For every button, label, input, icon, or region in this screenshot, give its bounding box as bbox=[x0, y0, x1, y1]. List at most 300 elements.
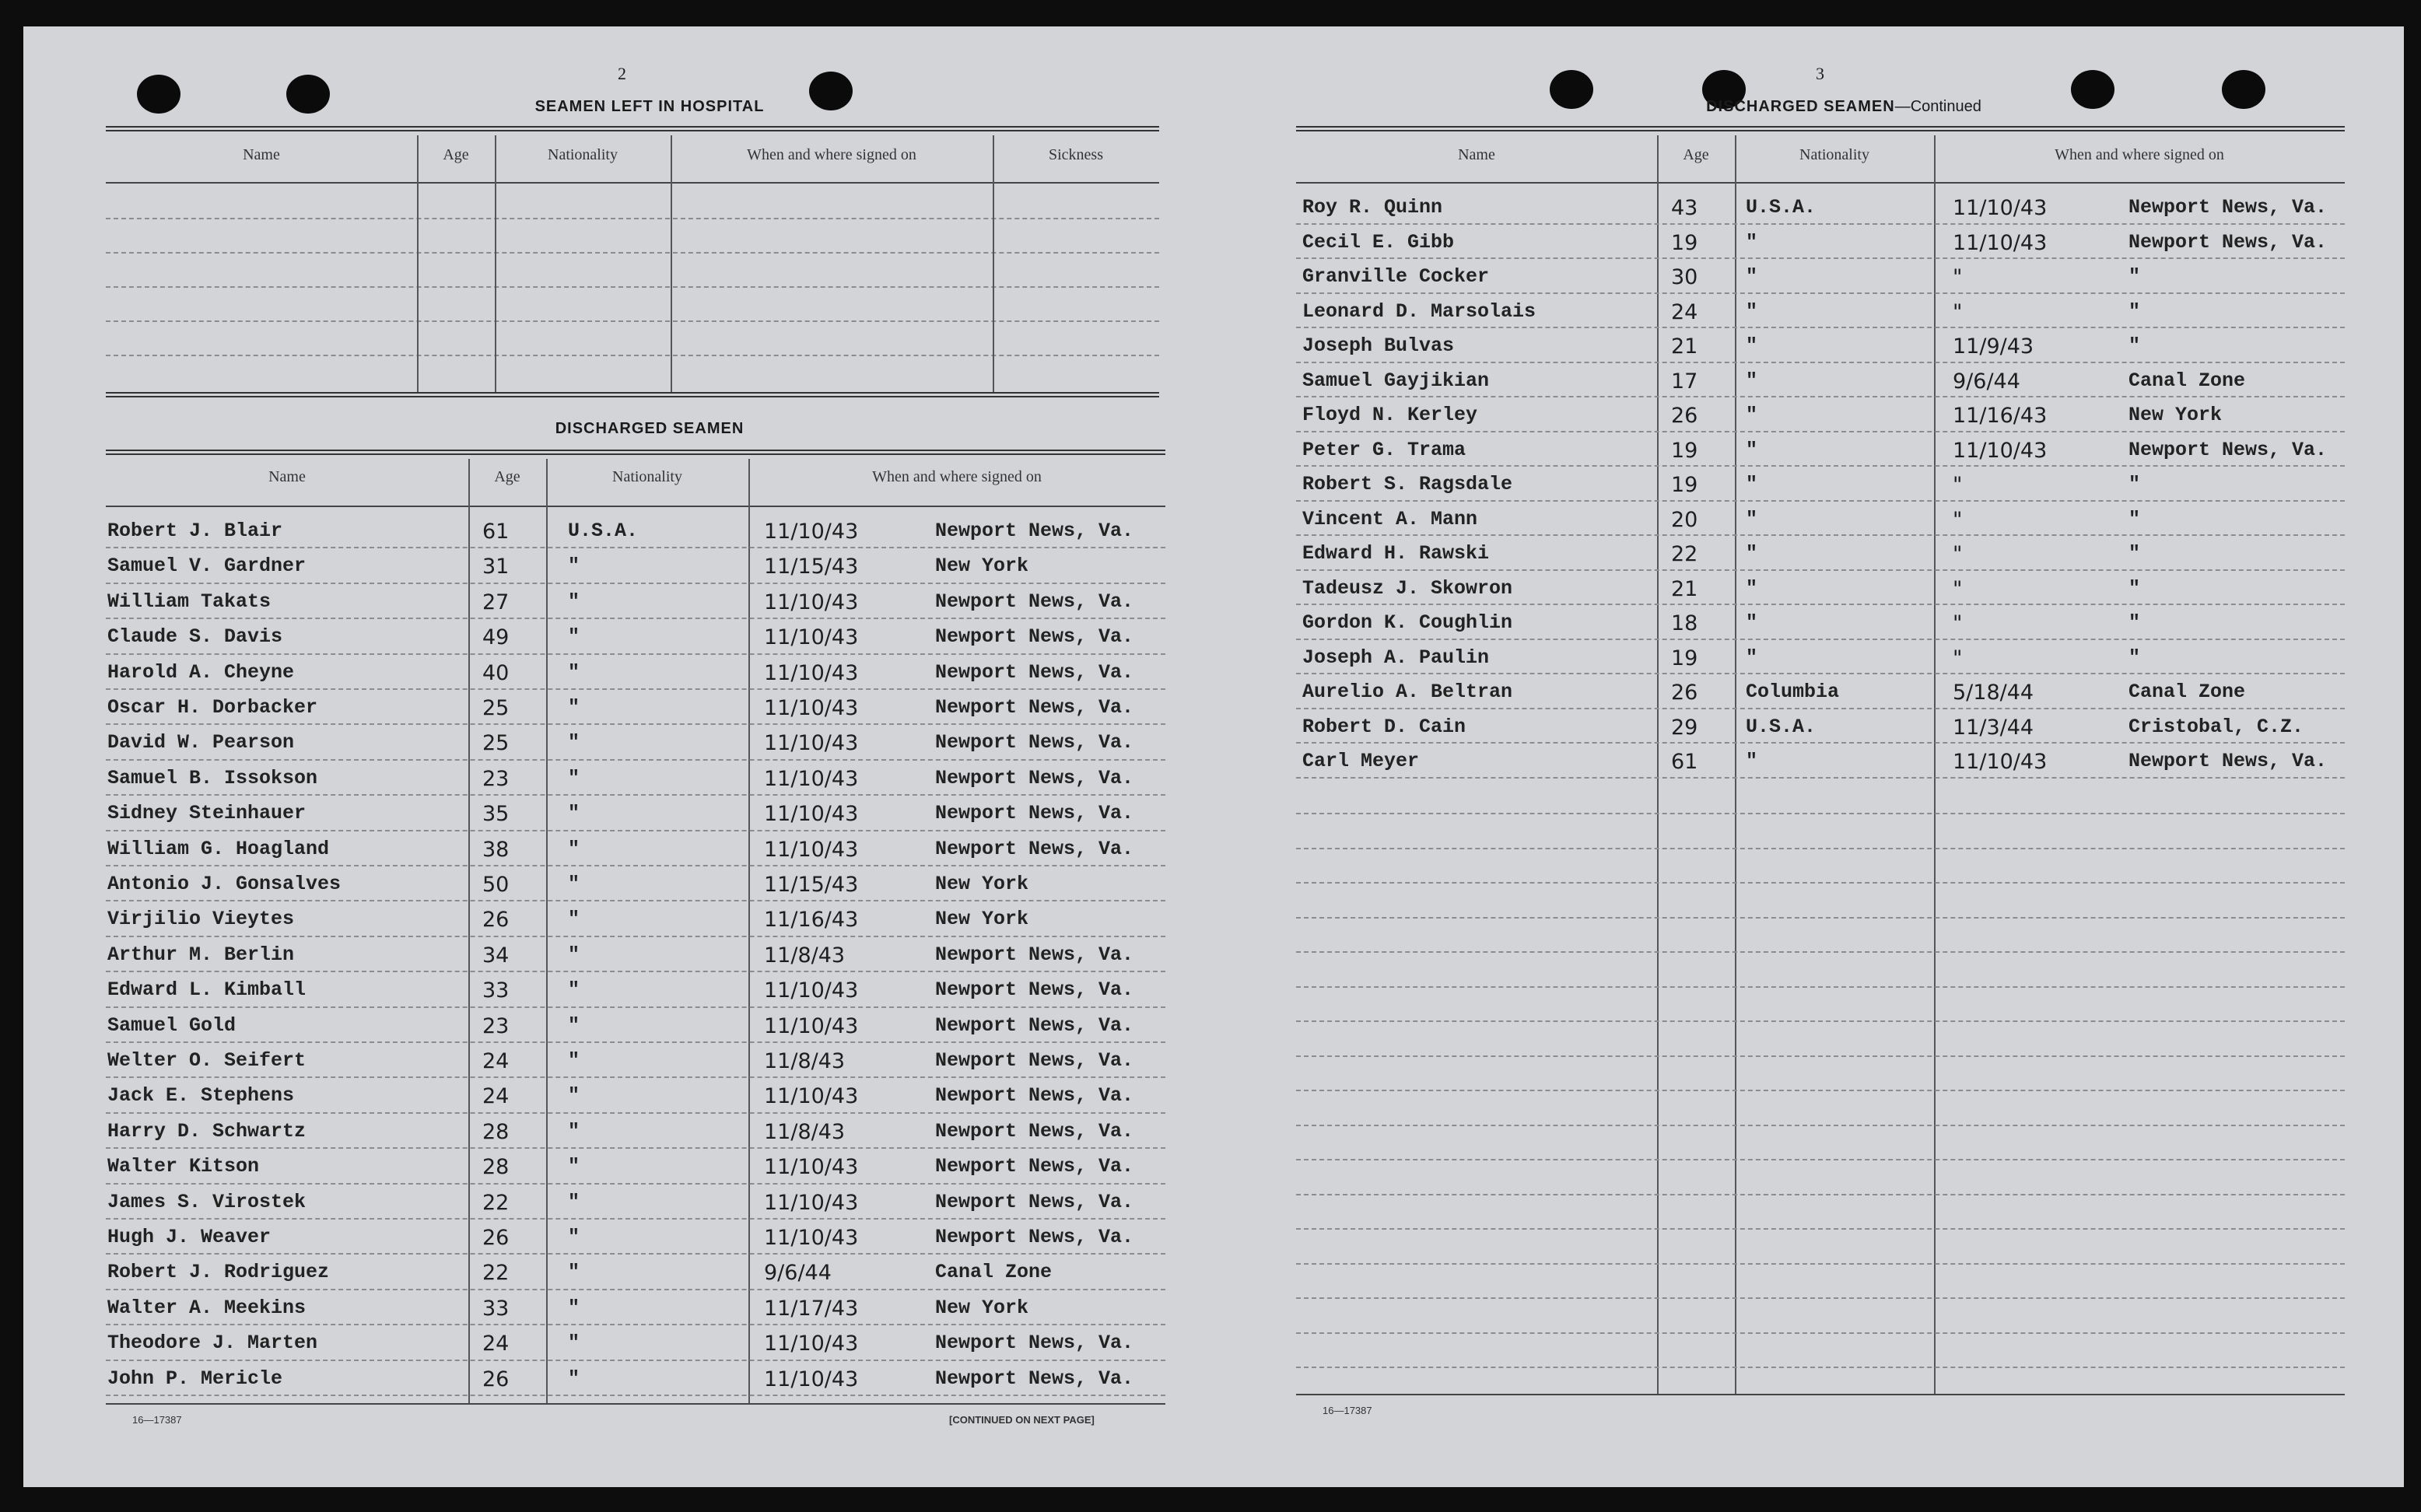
row-nationality: " bbox=[1746, 542, 1758, 565]
row-date: 11/10/43 bbox=[1953, 438, 2048, 463]
row-rule bbox=[1296, 604, 2345, 605]
right-header-signed-on: When and where signed on bbox=[2055, 146, 2224, 163]
right-bottom-rule bbox=[1296, 1394, 2345, 1395]
blank-row-rule bbox=[1296, 1055, 2345, 1057]
row-date: 11/10/43 bbox=[764, 1013, 859, 1038]
row-place: Newport News, Va. bbox=[935, 660, 1134, 684]
row-nationality: " bbox=[568, 1296, 580, 1319]
row-nationality: " bbox=[568, 837, 580, 860]
row-name: Edward L. Kimball bbox=[107, 978, 307, 1002]
discharged-top-rule bbox=[106, 450, 1165, 455]
hospital-header-nationality: Nationality bbox=[548, 146, 618, 163]
row-name: Carl Meyer bbox=[1302, 750, 1420, 772]
row-rule bbox=[106, 1218, 1165, 1220]
row-age: 19 bbox=[1671, 230, 1698, 255]
row-rule bbox=[106, 1076, 1165, 1078]
row-date: 11/10/43 bbox=[764, 520, 859, 544]
row-place: " bbox=[2128, 473, 2141, 495]
row-rule bbox=[1296, 292, 2345, 294]
row-place: Newport News, Va. bbox=[935, 1332, 1134, 1355]
row-date: 11/10/43 bbox=[764, 1367, 859, 1391]
row-nationality: " bbox=[1746, 299, 1758, 323]
row-name: William G. Hoagland bbox=[107, 837, 330, 860]
row-date: 11/8/43 bbox=[764, 943, 846, 968]
right-top-rule bbox=[1296, 126, 2345, 131]
row-age: 35 bbox=[482, 802, 510, 827]
row-date: 11/15/43 bbox=[764, 873, 859, 897]
row-name: Samuel Gayjikian bbox=[1302, 369, 1490, 392]
row-name: Welter O. Seifert bbox=[107, 1049, 307, 1072]
row-rule bbox=[106, 1112, 1165, 1114]
row-rule bbox=[106, 1006, 1165, 1008]
blank-row-rule bbox=[1296, 1159, 2345, 1160]
row-rule bbox=[1296, 569, 2345, 571]
row-age: 43 bbox=[1671, 196, 1698, 220]
row-age: 24 bbox=[1671, 299, 1698, 324]
row-place: " bbox=[2128, 265, 2141, 288]
row-nationality: " bbox=[1746, 507, 1758, 530]
discharged-header-age: Age bbox=[494, 468, 520, 485]
row-place: Newport News, Va. bbox=[935, 1013, 1134, 1037]
row-name: Virjilio Vieytes bbox=[107, 908, 295, 931]
row-date: 11/10/43 bbox=[764, 802, 859, 827]
row-nationality: " bbox=[568, 978, 580, 1002]
hospital-header-name: Name bbox=[243, 146, 280, 163]
row-rule bbox=[1296, 362, 2345, 363]
row-rule bbox=[106, 618, 1165, 619]
row-place: Newport News, Va. bbox=[935, 1190, 1134, 1213]
hospital-top-rule bbox=[106, 126, 1159, 131]
row-name: Joseph Bulvas bbox=[1302, 334, 1455, 357]
row-date: 11/8/43 bbox=[764, 1049, 846, 1073]
row-nationality: " bbox=[568, 1155, 580, 1178]
row-date: 9/6/44 bbox=[764, 1261, 832, 1286]
row-date: 11/10/43 bbox=[1953, 750, 2048, 774]
row-nationality: " bbox=[1746, 404, 1758, 426]
row-name: Walter Kitson bbox=[107, 1155, 260, 1178]
row-nationality: " bbox=[1746, 750, 1758, 772]
row-rule bbox=[106, 547, 1165, 548]
row-name: Leonard D. Marsolais bbox=[1302, 299, 1536, 323]
row-rule bbox=[1296, 223, 2345, 225]
right-header-rule bbox=[1296, 182, 2345, 184]
row-name: Robert S. Ragsdale bbox=[1302, 473, 1513, 495]
row-date: 11/15/43 bbox=[764, 555, 859, 579]
row-rule bbox=[1296, 327, 2345, 328]
row-age: 26 bbox=[1671, 404, 1698, 428]
row-date: " bbox=[1953, 473, 1963, 497]
row-date: 11/17/43 bbox=[764, 1296, 859, 1321]
row-name: Vincent A. Mann bbox=[1302, 507, 1478, 530]
right-title-suffix: —Continued bbox=[1894, 98, 1981, 115]
row-rule bbox=[1296, 534, 2345, 536]
blank-row-rule bbox=[1296, 1332, 2345, 1334]
row-rule bbox=[106, 1147, 1165, 1149]
row-date: 11/8/43 bbox=[764, 1119, 846, 1144]
row-name: Samuel B. Issokson bbox=[107, 766, 318, 789]
row-age: 24 bbox=[482, 1332, 510, 1356]
row-place: " bbox=[2128, 542, 2141, 565]
row-age: 22 bbox=[1671, 542, 1698, 566]
discharged-header-name: Name bbox=[268, 468, 306, 485]
blank-row-rule bbox=[1296, 1263, 2345, 1265]
row-place: Canal Zone bbox=[2128, 369, 2246, 392]
row-date: 11/10/43 bbox=[764, 1155, 859, 1180]
row-date: " bbox=[1953, 646, 1963, 670]
right-form-number: 16—17387 bbox=[1323, 1405, 1372, 1416]
row-place: New York bbox=[935, 1296, 1029, 1319]
blank-row-rule bbox=[1296, 848, 2345, 849]
blank-row-rule bbox=[1296, 1194, 2345, 1195]
blank-row-rule bbox=[1296, 986, 2345, 988]
hospital-header-age: Age bbox=[443, 146, 469, 163]
row-nationality: " bbox=[568, 1084, 580, 1108]
row-name: John P. Mericle bbox=[107, 1367, 283, 1390]
row-nationality: " bbox=[568, 943, 580, 966]
row-nationality: " bbox=[568, 1049, 580, 1072]
row-nationality: " bbox=[1746, 230, 1758, 254]
row-place: Canal Zone bbox=[935, 1261, 1053, 1284]
hospital-bottom-rule bbox=[106, 392, 1159, 397]
row-rule bbox=[106, 830, 1165, 831]
row-age: 17 bbox=[1671, 369, 1698, 394]
row-date: 5/18/44 bbox=[1953, 681, 2034, 705]
right-column-divider bbox=[1735, 135, 1736, 1394]
row-age: 21 bbox=[1671, 334, 1698, 359]
row-place: Newport News, Va. bbox=[935, 1367, 1134, 1390]
row-place: New York bbox=[935, 908, 1029, 931]
punch-hole bbox=[137, 75, 180, 114]
row-rule bbox=[106, 936, 1165, 937]
row-nationality: " bbox=[1746, 438, 1758, 461]
row-nationality: " bbox=[568, 766, 580, 789]
row-nationality: U.S.A. bbox=[568, 520, 639, 542]
row-rule bbox=[106, 900, 1165, 901]
row-place: Newport News, Va. bbox=[935, 590, 1134, 613]
row-name: Cecil E. Gibb bbox=[1302, 230, 1455, 254]
row-place: New York bbox=[935, 555, 1029, 578]
row-age: 25 bbox=[482, 696, 510, 720]
row-name: Granville Cocker bbox=[1302, 265, 1490, 288]
row-name: Samuel V. Gardner bbox=[107, 555, 307, 578]
row-place: Newport News, Va. bbox=[2128, 230, 2328, 254]
row-nationality: " bbox=[568, 625, 580, 649]
row-name: Oscar H. Dorbacker bbox=[107, 696, 318, 719]
row-nationality: " bbox=[568, 590, 580, 613]
ledger-sheet bbox=[23, 26, 2404, 1487]
row-age: 31 bbox=[482, 555, 510, 579]
row-name: James S. Virostek bbox=[107, 1190, 307, 1213]
row-nationality: " bbox=[568, 873, 580, 895]
row-date: 11/10/43 bbox=[764, 837, 859, 862]
row-rule bbox=[1296, 396, 2345, 397]
hospital-column-divider bbox=[495, 135, 496, 392]
hospital-header-sickness: Sickness bbox=[1049, 146, 1103, 163]
row-place: Cristobal, C.Z. bbox=[2128, 715, 2304, 738]
row-place: Newport News, Va. bbox=[935, 1226, 1134, 1248]
row-date: 11/10/43 bbox=[764, 766, 859, 791]
row-rule bbox=[106, 688, 1165, 690]
row-age: 28 bbox=[482, 1119, 510, 1144]
row-nationality: " bbox=[568, 802, 580, 825]
row-place: Newport News, Va. bbox=[935, 696, 1134, 719]
row-rule bbox=[106, 759, 1165, 761]
right-column-divider bbox=[1934, 135, 1936, 1394]
row-rule bbox=[1296, 708, 2345, 709]
row-rule bbox=[106, 794, 1165, 796]
row-nationality: U.S.A. bbox=[1746, 715, 1817, 738]
row-rule bbox=[1296, 777, 2345, 779]
row-age: 40 bbox=[482, 660, 510, 685]
row-date: 11/10/43 bbox=[1953, 230, 2048, 255]
hospital-column-divider bbox=[671, 135, 672, 392]
row-age: 61 bbox=[482, 520, 510, 544]
row-name: Harold A. Cheyne bbox=[107, 660, 295, 684]
row-place: " bbox=[2128, 576, 2141, 600]
punch-hole bbox=[2222, 70, 2265, 109]
row-age: 28 bbox=[482, 1155, 510, 1180]
row-name: Roy R. Quinn bbox=[1302, 196, 1443, 219]
blank-row-rule bbox=[1296, 1228, 2345, 1230]
hospital-row-line bbox=[106, 320, 1159, 322]
row-rule bbox=[106, 971, 1165, 972]
row-place: Newport News, Va. bbox=[2128, 750, 2328, 772]
row-rule bbox=[106, 1360, 1165, 1361]
row-place: Newport News, Va. bbox=[935, 943, 1134, 966]
row-name: William Takats bbox=[107, 590, 272, 613]
row-date: " bbox=[1953, 265, 1963, 289]
row-age: 20 bbox=[1671, 507, 1698, 532]
row-nationality: " bbox=[1746, 369, 1758, 392]
row-place: Newport News, Va. bbox=[935, 1119, 1134, 1143]
row-age: 23 bbox=[482, 1013, 510, 1038]
row-place: Newport News, Va. bbox=[935, 1049, 1134, 1072]
blank-row-rule bbox=[1296, 813, 2345, 814]
row-name: Robert J. Rodriguez bbox=[107, 1261, 330, 1284]
right-page-number: 3 bbox=[1816, 64, 1824, 83]
row-date: 11/10/43 bbox=[764, 1226, 859, 1250]
row-nationality: " bbox=[568, 1226, 580, 1248]
row-rule bbox=[106, 1324, 1165, 1325]
row-place: Canal Zone bbox=[2128, 681, 2246, 703]
row-date: 11/10/43 bbox=[764, 660, 859, 685]
hospital-column-divider bbox=[417, 135, 419, 392]
row-nationality: " bbox=[568, 1013, 580, 1037]
row-age: 19 bbox=[1671, 646, 1698, 670]
row-place: Newport News, Va. bbox=[935, 837, 1134, 860]
row-date: 11/10/43 bbox=[764, 731, 859, 756]
row-nationality: " bbox=[568, 1190, 580, 1213]
row-date: 11/10/43 bbox=[764, 1332, 859, 1356]
discharged-header-nationality: Nationality bbox=[612, 468, 682, 485]
row-date: " bbox=[1953, 542, 1963, 566]
row-rule bbox=[1296, 257, 2345, 259]
hospital-row-line bbox=[106, 355, 1159, 356]
row-nationality: " bbox=[1746, 334, 1758, 357]
discharged-column-divider bbox=[468, 459, 470, 1403]
blank-row-rule bbox=[1296, 917, 2345, 919]
row-name: Samuel Gold bbox=[107, 1013, 236, 1037]
row-age: 38 bbox=[482, 837, 510, 862]
left-form-number: 16—17387 bbox=[132, 1414, 182, 1426]
discharged-header-rule bbox=[106, 506, 1165, 507]
row-date: 9/6/44 bbox=[1953, 369, 2020, 394]
row-age: 34 bbox=[482, 943, 510, 968]
row-name: Gordon K. Coughlin bbox=[1302, 611, 1513, 634]
row-name: Edward H. Rawski bbox=[1302, 542, 1490, 565]
hospital-row-line bbox=[106, 218, 1159, 219]
row-name: Sidney Steinhauer bbox=[107, 802, 307, 825]
row-nationality: " bbox=[1746, 265, 1758, 288]
row-place: Newport News, Va. bbox=[2128, 196, 2328, 219]
row-age: 24 bbox=[482, 1049, 510, 1073]
row-place: Newport News, Va. bbox=[935, 1084, 1134, 1108]
hospital-section-title: SEAMEN LEFT IN HOSPITAL bbox=[534, 98, 765, 115]
row-age: 30 bbox=[1671, 265, 1698, 289]
discharged-column-divider bbox=[748, 459, 750, 1403]
row-nationality: " bbox=[568, 908, 580, 931]
row-place: Newport News, Va. bbox=[935, 1155, 1134, 1178]
row-place: " bbox=[2128, 507, 2141, 530]
row-date: " bbox=[1953, 299, 1963, 324]
row-date: 11/16/43 bbox=[764, 908, 859, 933]
row-name: Aurelio A. Beltran bbox=[1302, 681, 1513, 703]
row-rule bbox=[1296, 500, 2345, 502]
row-nationality: " bbox=[568, 1119, 580, 1143]
row-place: Newport News, Va. bbox=[935, 978, 1134, 1002]
row-rule bbox=[106, 1289, 1165, 1290]
row-date: 11/3/44 bbox=[1953, 715, 2034, 740]
row-name: Antonio J. Gonsalves bbox=[107, 873, 342, 895]
blank-row-rule bbox=[1296, 1020, 2345, 1022]
row-age: 61 bbox=[1671, 750, 1698, 774]
row-age: 21 bbox=[1671, 576, 1698, 601]
row-date: 11/9/43 bbox=[1953, 334, 2034, 359]
row-date: 11/10/43 bbox=[764, 590, 859, 614]
row-name: David W. Pearson bbox=[107, 731, 295, 754]
row-rule bbox=[1296, 742, 2345, 744]
row-name: Joseph A. Paulin bbox=[1302, 646, 1490, 669]
discharged-bottom-rule bbox=[106, 1403, 1165, 1405]
row-age: 18 bbox=[1671, 611, 1698, 635]
right-title-main: DISCHARGED SEAMEN bbox=[1706, 98, 1895, 115]
blank-row-rule bbox=[1296, 1297, 2345, 1299]
row-place: Newport News, Va. bbox=[935, 802, 1134, 825]
right-header-nationality: Nationality bbox=[1799, 146, 1869, 163]
punch-hole bbox=[1550, 70, 1593, 109]
right-section-title bbox=[1610, 98, 2077, 116]
discharged-section-title: DISCHARGED SEAMEN bbox=[555, 420, 745, 437]
row-place: " bbox=[2128, 299, 2141, 323]
row-place: " bbox=[2128, 611, 2141, 634]
row-nationality: " bbox=[1746, 576, 1758, 600]
row-name: Peter G. Trama bbox=[1302, 438, 1466, 461]
continued-note: [CONTINUED ON NEXT PAGE] bbox=[949, 1414, 1095, 1426]
row-age: 22 bbox=[482, 1190, 510, 1215]
row-rule bbox=[1296, 639, 2345, 640]
row-date: 11/10/43 bbox=[764, 625, 859, 650]
row-age: 26 bbox=[1671, 681, 1698, 705]
row-name: Floyd N. Kerley bbox=[1302, 404, 1478, 426]
discharged-column-divider bbox=[546, 459, 548, 1403]
right-header-age: Age bbox=[1683, 146, 1709, 163]
row-nationality: " bbox=[568, 1261, 580, 1284]
row-name: Arthur M. Berlin bbox=[107, 943, 295, 966]
row-date: 11/10/43 bbox=[764, 978, 859, 1003]
row-age: 23 bbox=[482, 766, 510, 791]
row-nationality: " bbox=[1746, 473, 1758, 495]
row-name: Hugh J. Weaver bbox=[107, 1226, 272, 1248]
row-age: 49 bbox=[482, 625, 510, 650]
blank-row-rule bbox=[1296, 1090, 2345, 1091]
row-place: Newport News, Va. bbox=[935, 731, 1134, 754]
row-age: 26 bbox=[482, 1226, 510, 1250]
hospital-row-line bbox=[106, 286, 1159, 288]
row-name: Robert D. Cain bbox=[1302, 715, 1466, 738]
blank-row-rule bbox=[1296, 951, 2345, 953]
hospital-column-divider bbox=[993, 135, 994, 392]
row-nationality: " bbox=[1746, 611, 1758, 634]
row-name: Tadeusz J. Skowron bbox=[1302, 576, 1513, 600]
row-name: Robert J. Blair bbox=[107, 520, 283, 542]
row-age: 29 bbox=[1671, 715, 1698, 740]
row-rule bbox=[106, 583, 1165, 584]
row-place: Newport News, Va. bbox=[935, 625, 1134, 649]
row-place: Newport News, Va. bbox=[935, 520, 1134, 542]
row-name: Theodore J. Marten bbox=[107, 1332, 318, 1355]
row-rule bbox=[106, 865, 1165, 866]
discharged-header-signed-on: When and where signed on bbox=[872, 468, 1042, 485]
row-rule bbox=[1296, 673, 2345, 674]
row-name: Claude S. Davis bbox=[107, 625, 283, 649]
punch-hole bbox=[286, 75, 330, 114]
row-rule bbox=[1296, 431, 2345, 432]
right-header-name: Name bbox=[1458, 146, 1495, 163]
row-date: " bbox=[1953, 611, 1963, 635]
row-nationality: U.S.A. bbox=[1746, 196, 1817, 219]
row-name: Harry D. Schwartz bbox=[107, 1119, 307, 1143]
blank-row-rule bbox=[1296, 882, 2345, 884]
row-rule bbox=[106, 1183, 1165, 1185]
row-name: Jack E. Stephens bbox=[107, 1084, 295, 1108]
row-age: 33 bbox=[482, 978, 510, 1003]
left-page-number: 2 bbox=[618, 64, 626, 83]
row-age: 19 bbox=[1671, 473, 1698, 497]
row-date: 11/10/43 bbox=[764, 696, 859, 720]
row-date: 11/16/43 bbox=[1953, 404, 2048, 428]
row-age: 26 bbox=[482, 1367, 510, 1391]
row-age: 19 bbox=[1671, 438, 1698, 463]
row-place: " bbox=[2128, 646, 2141, 669]
row-nationality: Columbia bbox=[1746, 681, 1840, 703]
row-rule bbox=[106, 723, 1165, 725]
blank-row-rule bbox=[1296, 1125, 2345, 1126]
row-age: 22 bbox=[482, 1261, 510, 1286]
row-date: 11/10/43 bbox=[764, 1190, 859, 1215]
hospital-header-rule bbox=[106, 182, 1159, 184]
punch-hole bbox=[2071, 70, 2114, 109]
row-nationality: " bbox=[568, 660, 580, 684]
row-age: 50 bbox=[482, 873, 510, 897]
row-rule bbox=[106, 1041, 1165, 1043]
right-column-divider bbox=[1657, 135, 1659, 1394]
row-age: 25 bbox=[482, 731, 510, 756]
row-name: Walter A. Meekins bbox=[107, 1296, 307, 1319]
hospital-header-signed-on: When and where signed on bbox=[747, 146, 916, 163]
row-rule bbox=[1296, 465, 2345, 467]
row-nationality: " bbox=[568, 731, 580, 754]
row-place: Newport News, Va. bbox=[935, 766, 1134, 789]
